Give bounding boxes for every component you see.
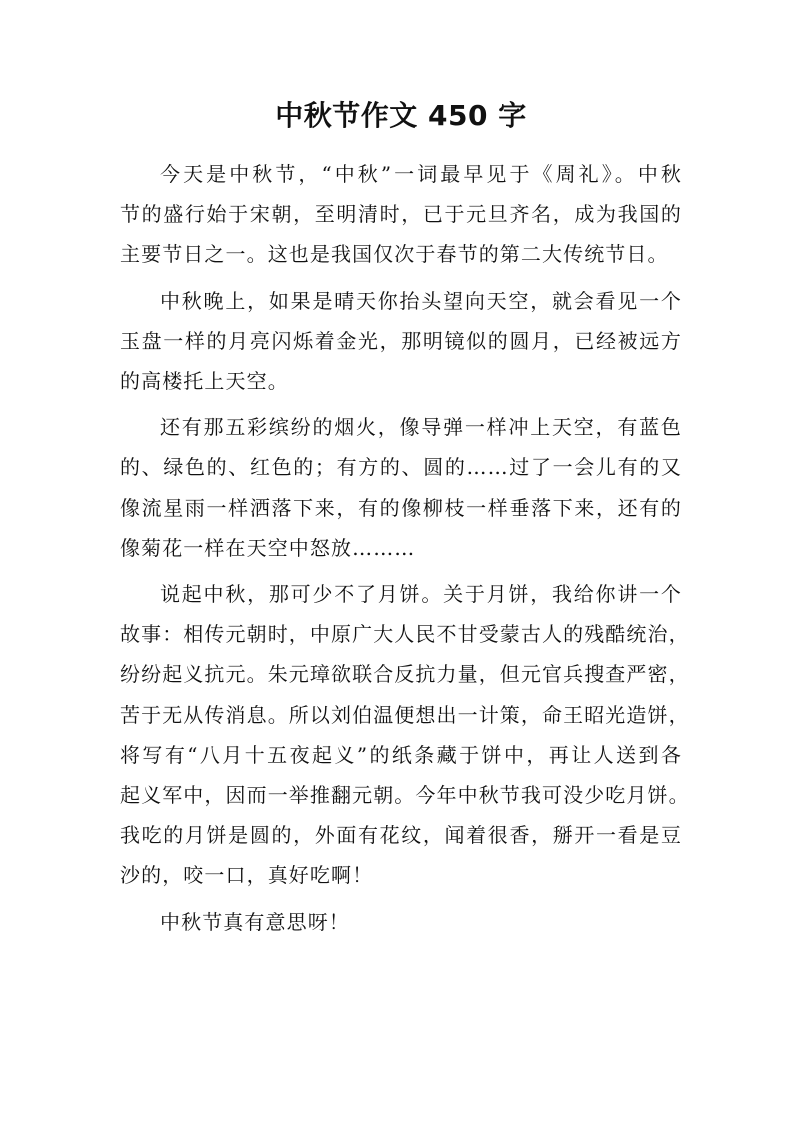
- paragraph-line: 中秋晚上，如果是晴天你抬头望向天空，就会看见一个: [160, 288, 682, 313]
- paragraph-line: 的高楼托上天空。: [120, 369, 289, 394]
- paragraph-line: 中秋节真有意思呀！: [160, 909, 350, 934]
- paragraph-line: 故事：相传元朝时，中原广大人民不甘受蒙古人的残酷统治，: [120, 622, 690, 647]
- paragraph-line: 的、绿色的、红色的；有方的、圆的……过了一会儿有的又: [120, 455, 682, 480]
- document-body: [120, 154, 690, 942]
- paragraph-line: 主要节日之一。这也是我国仅次于春节的第二大传统节日。: [120, 242, 669, 267]
- document-title: 中秋节作文 450 字: [275, 99, 527, 132]
- paragraph-line: 像菊花一样在天空中怒放………: [120, 535, 416, 560]
- paragraph-line: 节的盛行始于宋朝，至明清时，已于元旦齐名，成为我国的: [120, 202, 682, 227]
- paragraph-line: 纷纷起义抗元。朱元璋欲联合反抗力量，但元官兵搜查严密，: [120, 662, 690, 687]
- paragraph-line: 沙的，咬一口，真好吃啊！: [120, 863, 374, 888]
- paragraph-line: 今天是中秋节，“中秋”一词最早见于《周礼》。中秋: [160, 162, 682, 186]
- paragraph-line: 起义军中，因而一举推翻元朝。今年中秋节我可没少吃月饼。: [120, 783, 690, 808]
- paragraph-line: 像流星雨一样洒落下来，有的像柳枝一样垂落下来，还有的: [120, 495, 682, 520]
- paragraph-2: [120, 281, 682, 402]
- paragraph-line: 将写有“八月十五夜起义”的纸条藏于饼中，再让人送到各: [120, 742, 682, 767]
- paragraph-1: [120, 154, 682, 275]
- paragraph-line: 还有那五彩缤纷的烟火，像导弹一样冲上天空，有蓝色: [160, 415, 682, 440]
- paragraph-line: 玉盘一样的月亮闪烁着金光，那明镜似的圆月，已经被远方: [120, 328, 682, 353]
- paragraph-3: [120, 407, 682, 568]
- paragraph-line: 说起中秋，那可少不了月饼。关于月饼，我给你讲一个: [160, 582, 682, 607]
- paragraph-line: 我吃的月饼是圆的，外面有花纹，闻着很香，掰开一看是豆: [120, 823, 682, 848]
- paragraph-line: 苦于无从传消息。所以刘伯温便想出一计策，命王昭光造饼，: [120, 702, 690, 727]
- paragraph-4: [120, 574, 690, 896]
- paragraph-5: [120, 902, 682, 942]
